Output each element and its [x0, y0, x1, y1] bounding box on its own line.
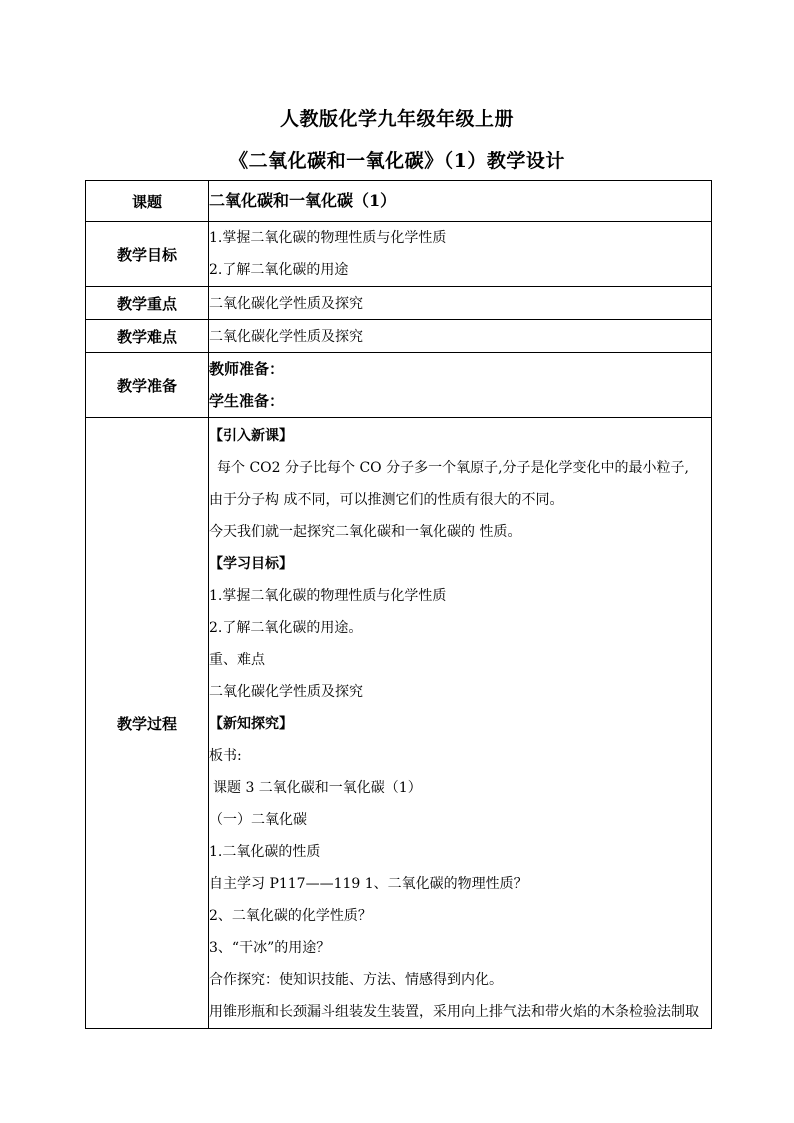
key-points-value: 二氧化碳化学性质及探究: [209, 287, 712, 320]
lesson-plan-table: [85, 180, 712, 1029]
document-subtitle: 《二氧化碳和一氧化碳》（1）教学设计: [229, 150, 565, 172]
process-line: 二氧化碳化学性质及探究: [209, 684, 363, 700]
table-row-objectives: [86, 222, 712, 287]
section-heading-new-knowledge: 【新知探究】: [209, 716, 293, 732]
process-line: 3、“干冰”的用途？: [209, 940, 331, 956]
key-points-label: 教学重点: [86, 287, 209, 320]
section-heading-intro: 【引入新课】: [209, 428, 293, 444]
preparation-value: [209, 353, 712, 418]
table-row-preparation: [86, 353, 712, 418]
process-line: 课题 3 二氧化碳和一氧化碳（1）: [213, 780, 422, 796]
section-heading-objectives: 【学习目标】: [209, 556, 293, 572]
table-row-key-points: [86, 287, 712, 320]
table-row-topic: [86, 181, 712, 222]
topic-text: 二氧化碳和一氧化碳（1）: [209, 191, 397, 210]
process-label: 教学过程: [86, 418, 209, 1029]
preparation-label: 教学准备: [86, 353, 209, 418]
difficulties-value: 二氧化碳化学性质及探究: [209, 320, 712, 353]
table-row-process: [86, 418, 712, 1029]
difficulties-label: 教学难点: [86, 320, 209, 353]
process-line: 合作探究：使知识技能、方法、情感得到内化。: [209, 972, 503, 988]
topic-label: 课题: [86, 181, 209, 222]
process-line: 2.了解二氧化碳的用途。: [209, 620, 363, 636]
process-line: 今天我们就一起探究二氧化碳和一氧化碳的 性质。: [209, 524, 522, 540]
table-row-difficulties: [86, 320, 712, 353]
process-line: 2、二氧化碳的化学性质？: [209, 908, 372, 924]
teacher-preparation: 教师准备：: [209, 360, 285, 378]
topic-value: [209, 181, 712, 222]
process-line: 重、难点: [209, 652, 265, 668]
document-title: 人教版化学九年级年级上册: [279, 108, 514, 130]
process-line: 1.二氧化碳的性质: [209, 844, 321, 860]
process-line: 由于分子构 成不同，可以推测它们的性质有很大的不同。: [209, 492, 564, 508]
objective-item: 1.掌握二氧化碳的物理性质与化学性质: [209, 230, 447, 246]
process-line: 1.掌握二氧化碳的物理性质与化学性质: [209, 588, 447, 604]
process-line: 板书:: [209, 748, 242, 764]
objectives-label: 教学目标: [86, 222, 209, 287]
process-value: [209, 418, 712, 1029]
objectives-value: [209, 222, 712, 287]
objective-item: 2.了解二氧化碳的用途: [209, 262, 349, 278]
student-preparation: 学生准备：: [209, 392, 285, 410]
process-line: 用锥形瓶和长颈漏斗组装发生装置，采用向上排气法和带火焰的木条检验法制取: [209, 1004, 699, 1020]
process-line: 自主学习 P117——119 1、二氧化碳的物理性质？: [209, 876, 528, 892]
process-line: 每个 CO2 分子比每个 CO 分子多一个氧原子,分子是化学变化中的最小粒子,: [217, 460, 689, 476]
process-line: （一）二氧化碳: [209, 812, 307, 828]
